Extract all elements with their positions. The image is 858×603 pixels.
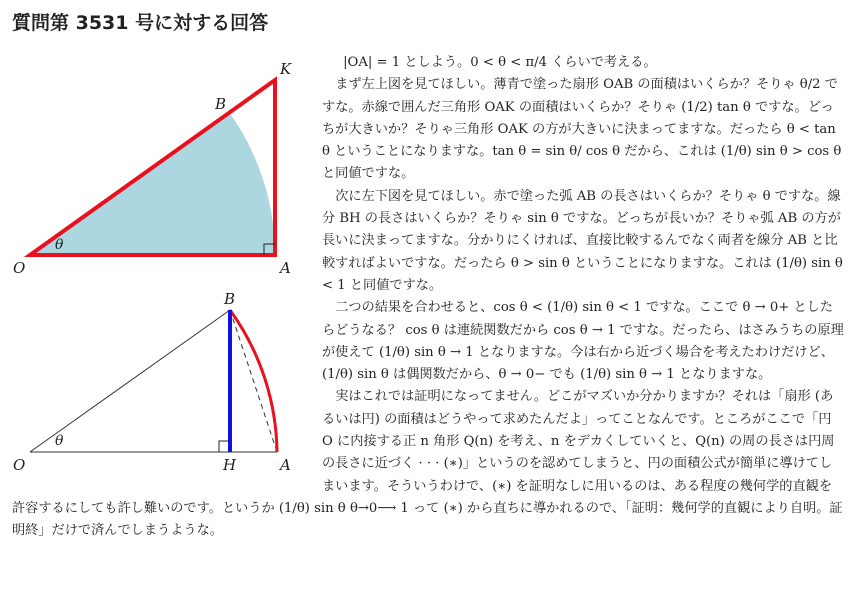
- label-o: O: [13, 456, 26, 474]
- paragraph-5: 実はこれでは証明になってません。どこがマズいか分かりますか？それは「扇形 (あるいは円) の面積はどうやって求めたんだよ」ってことなんです。ところがここで「円 O に内接する正 n 角形 Q(n) を考え、n をデカくしていくと、Q(n) の周の長さは円周の長さに近づく · · · (∗)」というのを認めてしまうと、円の面積公式が簡単に導けてしまいます。そういうわけで、(∗) を証明なしに用いるのは、ある程度の幾何学的直観を許容するにしても許し難いのです。というか (1/θ) sin θ θ→0⟶ 1 って (∗) から直ちに導かれるので、「証明：幾何学的直観により自明。証明終」だけで済んでしまうような。: [12, 389, 843, 539]
- label-k: K: [280, 60, 292, 78]
- label-theta: θ: [55, 237, 64, 253]
- label-a: A: [280, 259, 291, 277]
- page-title: 質問第 3531 号に対する回答: [12, 12, 269, 34]
- label-theta: θ: [55, 433, 64, 449]
- paragraph-4: 二つの結果を合わせると、cos θ < (1/θ) sin θ < 1 ですな。ここで θ → 0+ としたらどうなる？ cos θ は連続関数だから cos θ → 1 ですな。だったら、はさみうちの原理が使えて (1/θ) sin θ → 1 となりますな。今は右から近づく場合を考えたわけだけど、(1/θ) sin θ は偶関数だから、θ → 0− でも (1/θ) sin θ → 1 となりますな。: [322, 300, 844, 383]
- label-h: H: [223, 456, 237, 474]
- label-a: A: [280, 456, 291, 474]
- label-b: B: [215, 95, 227, 113]
- paragraph-1: |OA| = 1 としよう。0 < θ < π/4 くらいで考える。: [343, 55, 657, 70]
- label-b: B: [224, 290, 236, 308]
- answer-body: [12, 52, 844, 543]
- paragraph-2: まず左上図を見てほしい。薄青で塗った扇形 OAB の面積はいくらか？そりゃ θ/2 ですな。赤線で囲んだ三角形 OAK の面積はいくらか？そりゃ (1/2) tan θ ですな。どっちが大きいか？そりゃ三角形 OAK の方が大きいに決まってますな。だったら θ < tan θ ということになりますな。tan θ = sin θ/ cos θ だから、これは (1/θ) sin θ > cos θ と同値ですな。: [322, 77, 842, 182]
- label-o: O: [13, 259, 26, 277]
- paragraph-3: 次に左下図を見てほしい。赤で塗った弧 AB の長さはいくらか？そりゃ θ ですな。線分 BH の長さはいくらか？そりゃ sin θ ですな。どっちが長いか？そりゃ弧 AB の方が長いに決まってますな。分かりにくければ、直接比較するんでなく両者を線分 AB と比較すればよいですな。だったら θ > sin θ ということになりますな。これは (1/θ) sin θ < 1 と同値ですな。: [322, 188, 843, 293]
